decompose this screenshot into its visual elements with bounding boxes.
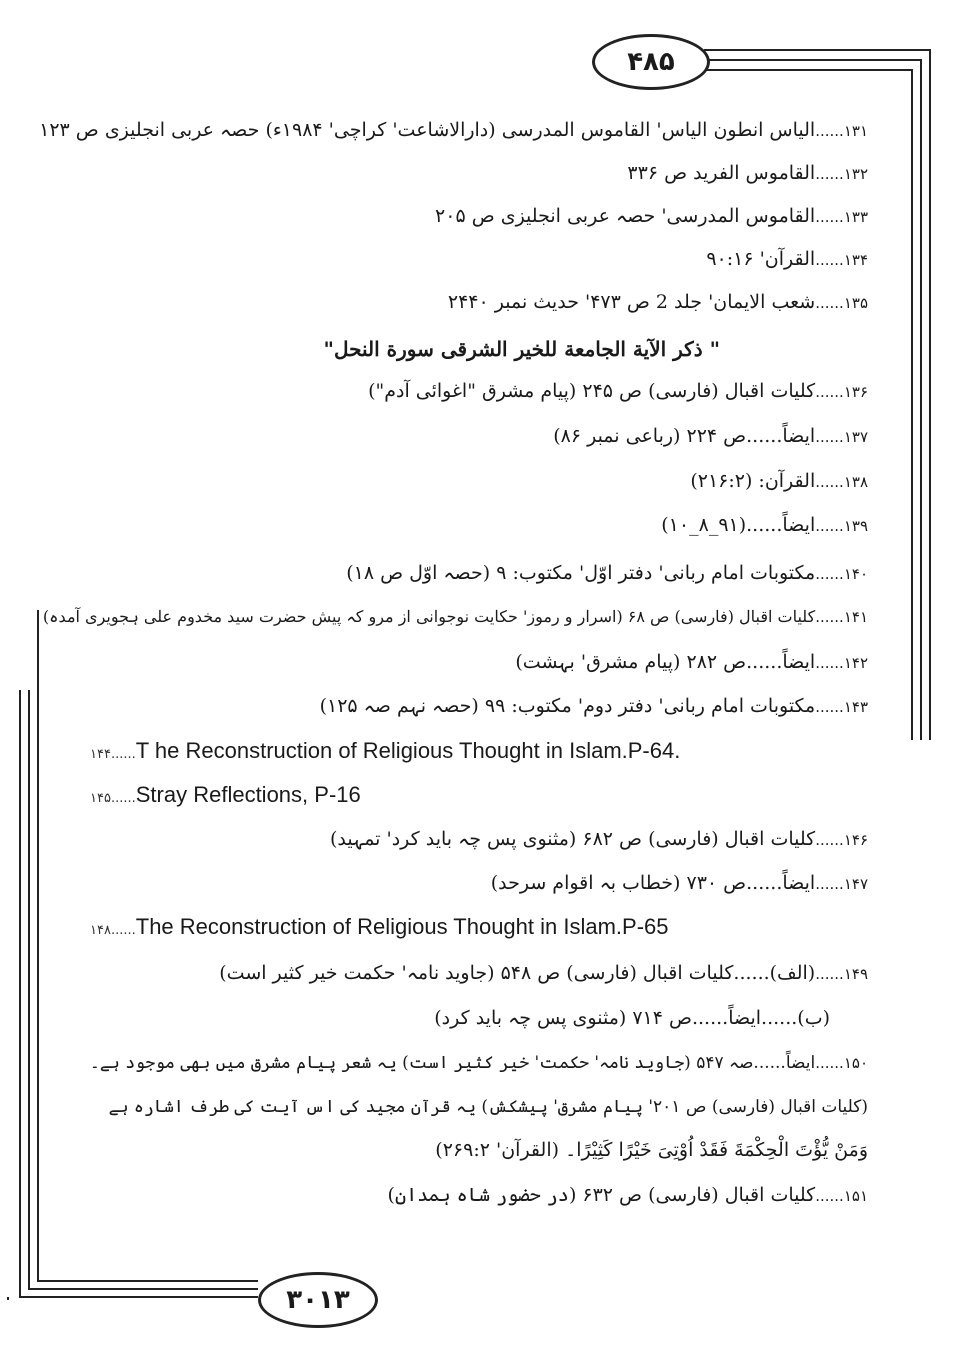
note-147: ۱۴۷......ایضاً......ص ۷۳۰ (خطاب بہ اقوام سرحد) (490, 872, 868, 894)
note-150: ۱۵۰......ایضاً......صہ ۵۴۷ (جاوید نامہ' حکمت' خیر کثیر است) یہ شعر پیام مشرق میں بھی موجود ہے۔ (89, 1053, 868, 1073)
note-148: ۱۴۸......The Reconstruction of Religious Thought in Islam.P-65 (90, 914, 669, 939)
note-140: ۱۴۰......مکتوبات امام ربانی' دفتر اوّل' مکتوب: ۹ (حصہ اوّل ص ۱۸) (346, 562, 868, 584)
section-heading: " ذکر الآیة الجامعة للخیر الشرقی سورة النحل" (323, 337, 720, 361)
note-150-verse: وَمَنْ یُّؤْتَ الْحِکْمَةَ فَقَدْ اُوْتِیَ خَیْرًا کَثِیْرًا۔ (القرآن' ۲۶۹:۲) (435, 1139, 868, 1161)
note-150-cont: (کلیات اقبال (فارسی) ص ۲۰۱' پیام مشرق' پیشکش) یہ قرآن مجید کی اس آیت کی طرف اشارہ ہے (108, 1097, 868, 1117)
note-141: ۱۴۱......کلیات اقبال (فارسی) ص ۶۸ (اسرار و رموز' حکایت نوجوانی از مرو کہ پیش حضرت سید مخدوم علی ہجویری آمدہ) (42, 607, 868, 626)
note-134: ۱۳۴......القرآن' ۹۰:۱۶ (706, 248, 868, 270)
note-132: ۱۳۲......القاموس الفرید ص ۳۳۶ (627, 162, 868, 184)
note-151: ۱۵۱......کلیات اقبال (فارسی) ص ۶۳۲ (در حضور شاہ ہمدان) (387, 1184, 868, 1206)
note-138: ۱۳۸......القرآن: (۲۱۶:۲) (690, 470, 868, 492)
note-135: ۱۳۵......شعب الایمان' جلد 2 ص ۴۷۳' حدیث نمبر ۲۴۴۰ (447, 291, 868, 313)
note-145: ۱۴۵......Stray Reflections, P-16 (90, 782, 361, 807)
note-136: ۱۳۶......کلیات اقبال (فارسی) ص ۲۴۵ (پیام مشرق "اغوائی آدم") (368, 380, 868, 402)
note-133: ۱۳۳......القاموس المدرسی' حصہ عربی انجلیزی ص ۲۰۵ (435, 205, 868, 227)
note-131: ۱۳۱......الیاس انطون الیاس' القاموس المدرسی (دارالاشاعت' کراچی' ۱۹۸۴ء) حصہ عربی انجلیزی ص ۱۲۳ (39, 119, 868, 141)
note-142: ۱۴۲......ایضاً......ص ۲۸۲ (پیام مشرق' بہشت) (515, 651, 868, 673)
page-number-top: ۴۸۵ (592, 34, 710, 90)
note-144: ۱۴۴......T he Reconstruction of Religious Thought in Islam.P-64. (90, 738, 681, 763)
note-149a: ۱۴۹......(الف)......کلیات اقبال (فارسی) ص ۵۴۸ (جاوید نامہ' حکمت خیر کثیر است) (219, 962, 868, 984)
note-143: ۱۴۳......مکتوبات امام ربانی' دفتر دوم' مکتوب: ۹۹ (حصہ نہم صہ ۱۲۵) (319, 695, 868, 717)
note-139: ۱۳۹......ایضاً......(۹۱_۸_۱۰) (661, 514, 868, 536)
note-149b: (ب)......ایضاً......ص ۷۱۴ (مثنوی پس چہ باید کرد) (434, 1007, 830, 1029)
page-number-bottom: ۳۰۱۳ (258, 1272, 378, 1328)
note-146: ۱۴۶......کلیات اقبال (فارسی) ص ۶۸۲ (مثنوی پس چہ باید کرد' تمہید) (329, 828, 868, 850)
note-137: ۱۳۷......ایضاً......ص ۲۲۴ (رباعی نمبر ۸۶) (553, 425, 868, 447)
